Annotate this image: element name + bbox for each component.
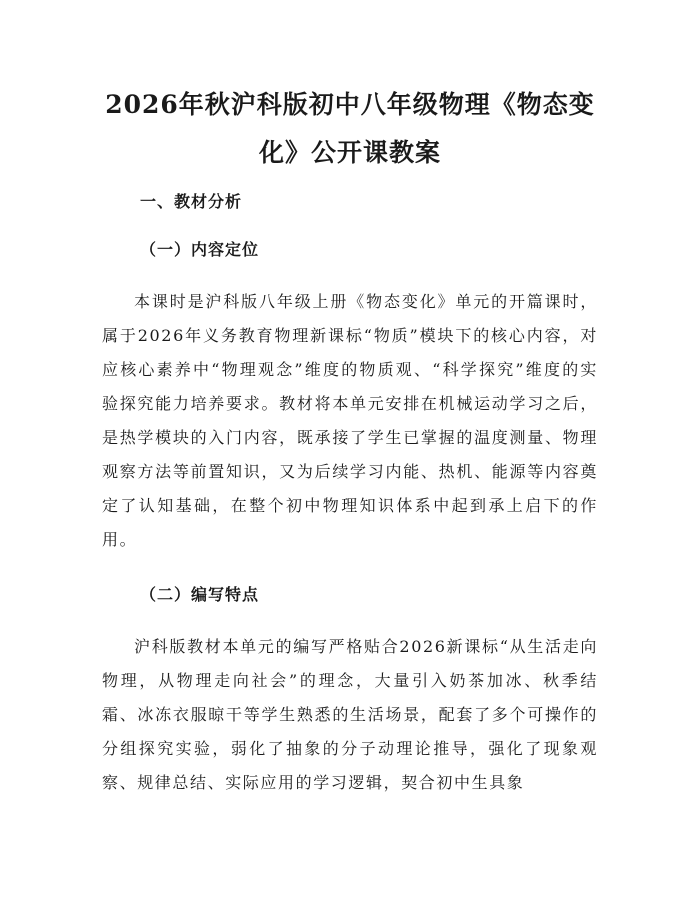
document-title-line-1: 2026年秋沪科版初中八年级物理《物态变 [105,90,595,119]
subsection-heading-content-positioning: （一）内容定位 [140,240,260,259]
section-heading-textbook-analysis: 一、教材分析 [140,192,243,211]
paragraph-writing-features: 沪科版教材本单元的编写严格贴合2026新课标“从生活走向物理，从物理走向社会”的理念，大量引入奶茶加冰、秋季结霜、冰冻衣服晾干等学生熟悉的生活场景，配套了多个可操作的分组探究实验，弱化了抽象的分子动理论推导，强化了现象观察、规律总结、实际应用的学习逻辑，契合初中生具象 [102,637,598,792]
paragraph-content-positioning: 本课时是沪科版八年级上册《物态变化》单元的开篇课时，属于2026年义务教育物理新课标“物质”模块下的核心内容，对应核心素养中“物理观念”维度的物质观、“科学探究”维度的实验探究能力培养要求。教材将本单元安排在机械运动学习之后，是热学模块的入门内容，既承接了学生已掌握的温度测量、物理观察方法等前置知识，又为后续学习内能、热机、能源等内容奠定了认知基础，在整个初中物理知识体系中起到承上启下的作用。 [102,292,598,549]
document-title-line-2: 化》公开课教案 [258,138,441,167]
subsection-heading-writing-features: （二）编写特点 [140,585,260,604]
